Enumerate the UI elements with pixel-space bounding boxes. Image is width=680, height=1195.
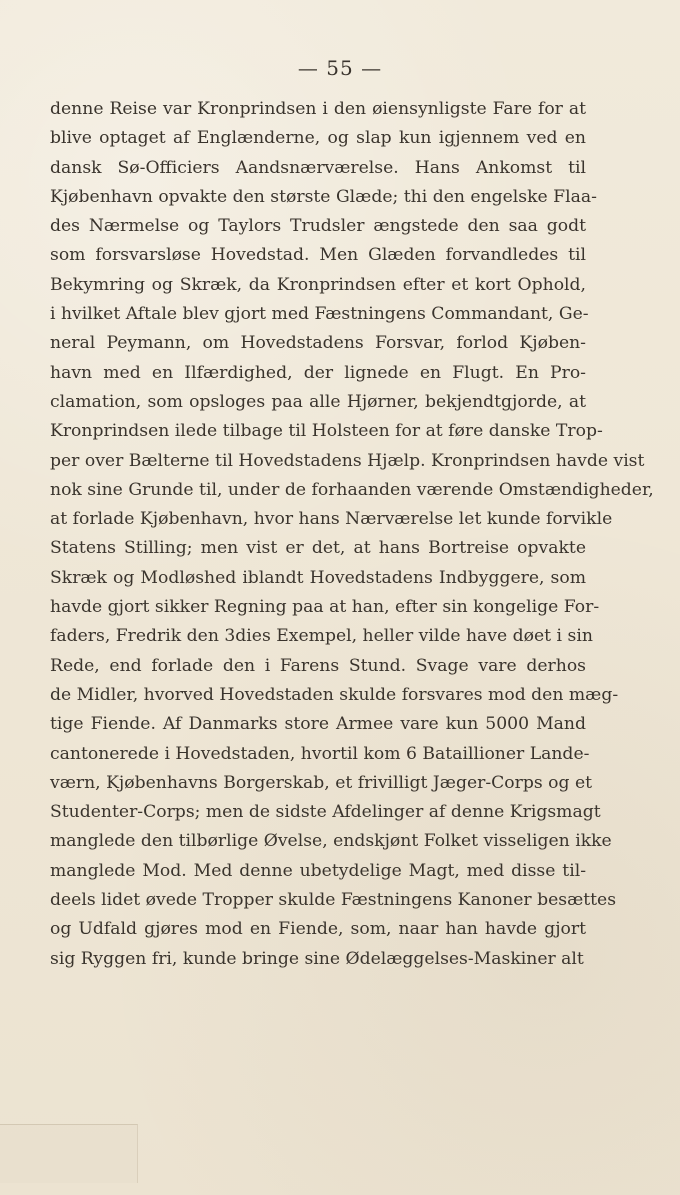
text-line: at forlade Kjøbenhavn, hvor hans Nærværelse let kunde forvikle: [50, 509, 613, 530]
text-line: des Nærmelse og Taylors Trudsler ængstede den saa godt: [50, 216, 586, 237]
text-line: Rede, end forlade den i Farens Stund. Svage vare derhos: [50, 655, 586, 676]
text-line: faders, Fredrik den 3dies Exempel, heller vilde have døet i sin: [50, 626, 593, 647]
text-line: værn, Kjøbenhavns Borgerskab, et frivilligt Jæger-Corps og et: [50, 772, 593, 793]
text-line: nok sine Grunde til, under de forhaanden værende Omstændigheder,: [50, 479, 654, 500]
text-line: Statens Stilling; men vist er det, at hans Bortreise opvakte: [50, 538, 586, 559]
page-number: — 55 —: [297, 56, 383, 80]
text-line: Kronprindsen ilede tilbage til Holsteen for at føre danske Trop-: [50, 421, 603, 442]
page-corner-mark: [0, 1124, 138, 1183]
text-line: Studenter-Corps; men de sidste Afdelinger af denne Krigsmagt: [50, 802, 601, 823]
text-line: denne Reise var Kronprindsen i den øiensynligste Fare for at: [50, 99, 586, 119]
text-line: manglede den tilbørlige Øvelse, endskjønt Folket visseligen ikke: [50, 831, 612, 852]
text-line: havde gjort sikker Regning paa at han, efter sin kongelige For-: [50, 597, 600, 618]
text-line: og Udfald gjøres mod en Fiende, som, naar han havde gjort: [50, 919, 586, 940]
text-line: deels lidet øvede Tropper skulde Fæstningens Kanoner besættes: [50, 890, 617, 911]
text-line: de Midler, hvorved Hovedstaden skulde forsvares mod den mæg-: [50, 684, 619, 705]
text-line: cantonerede i Hovedstaden, hvortil kom 6 Bataillioner Lande-: [50, 743, 590, 764]
text-line: Kjøbenhavn opvakte den største Glæde; thi den engelske Flaa-: [50, 186, 597, 207]
text-line: som forsvarsløse Hovedstad. Men Glæden forvandledes til: [50, 245, 586, 266]
text-line: dansk Sø-Officiers Aandsnærværelse. Hans Ankomst til: [50, 157, 586, 178]
text-line: Skræk og Modløshed iblandt Hovedstadens Indbyggere, som: [50, 567, 586, 588]
text-line: manglede Mod. Med denne ubetydelige Magt, med disse til-: [50, 860, 586, 881]
text-line: blive optaget af Englænderne, og slap kun igjennem ved en: [50, 128, 586, 149]
text-line: clamation, som opsloges paa alle Hjørner, bekjendtgjorde, at: [50, 391, 586, 412]
text-line: neral Peymann, om Hovedstadens Forsvar, forlod Kjøben-: [50, 333, 586, 354]
text-line: tige Fiende. Af Danmarks store Armee vare kun 5000 Mand: [50, 714, 586, 735]
text-line: i hvilket Aftale blev gjort med Fæstningens Commandant, Ge-: [50, 304, 589, 325]
text-line: havn med en Ilfærdighed, der lignede en Flugt. En Pro-: [50, 362, 586, 383]
text-line: sig Ryggen fri, kunde bringe sine Ødelæggelses-Maskiner alt: [50, 948, 584, 969]
body-text: [50, 95, 654, 974]
text-line: Bekymring og Skræk, da Kronprindsen efter et kort Ophold,: [50, 274, 586, 295]
text-line: per over Bælterne til Hovedstadens Hjælp. Kronprindsen havde vist: [50, 450, 645, 471]
